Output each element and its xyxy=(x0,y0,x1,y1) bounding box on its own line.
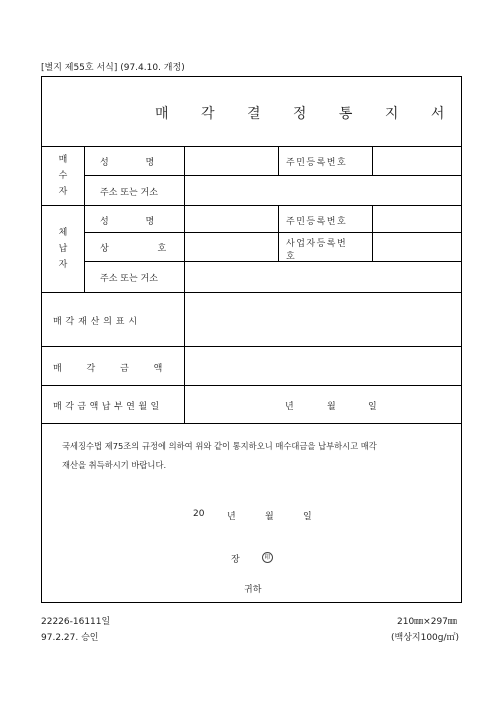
issue-month-label: 월 xyxy=(265,512,274,522)
rule xyxy=(41,423,462,424)
rule xyxy=(41,292,462,293)
rule xyxy=(184,292,185,423)
signer-label: 장 xyxy=(231,555,240,565)
footer-approval: 97.2.27. 승인 xyxy=(41,633,99,643)
rule xyxy=(84,146,85,292)
seal-icon: 印 xyxy=(262,552,273,563)
page-title: 매 각 결 정 통 지 서 xyxy=(155,106,459,122)
due-year-label: 년 xyxy=(285,402,294,412)
buyer-address-label: 주소 또는 거소 xyxy=(100,188,158,198)
issue-year-label: 년 xyxy=(227,512,236,522)
rule xyxy=(184,146,185,175)
rule xyxy=(41,346,462,347)
rule xyxy=(372,146,373,175)
footer-form-code: 22226-16111일 xyxy=(41,617,111,627)
rule xyxy=(84,261,462,262)
due-date-label: 매각금액납부연월일 xyxy=(53,402,163,412)
buyer-section-label: 매 수 자 xyxy=(58,155,68,197)
rule xyxy=(41,205,462,206)
rule xyxy=(278,205,279,261)
rule xyxy=(184,175,185,205)
taxpayer-id-label: 주민등록번호 xyxy=(286,217,348,227)
footer-paper-type: (백상지100g/㎡) xyxy=(391,633,460,643)
rule xyxy=(278,146,279,175)
notice-text-line1: 국세징수법 제75조의 규정에 의하여 위와 같이 통지하오니 매수대금을 납부하시고 매각 xyxy=(62,441,377,451)
taxpayer-name-label: 성 명 xyxy=(100,217,155,227)
notice-text-line2: 재산을 취득하시기 바랍니다. xyxy=(62,460,167,470)
rule xyxy=(84,232,462,233)
rule xyxy=(41,146,462,147)
rule xyxy=(372,205,373,261)
rule xyxy=(184,205,185,292)
taxpayer-trade-label: 상 호 xyxy=(100,244,167,254)
property-label: 매 각 재 산 의 표 시 xyxy=(53,317,138,327)
issue-year-prefix: 20 xyxy=(193,509,205,519)
buyer-name-label: 성 명 xyxy=(100,158,155,168)
rule xyxy=(41,385,462,386)
amount-label: 매 각 금 액 xyxy=(53,364,163,374)
recipient-label: 귀하 xyxy=(244,585,262,595)
form-reference: [별지 제55호 서식] (97.4.10. 개정) xyxy=(41,63,185,73)
rule xyxy=(84,175,462,176)
issue-day-label: 일 xyxy=(303,512,312,522)
due-day-label: 일 xyxy=(368,402,377,412)
due-month-label: 월 xyxy=(327,402,336,412)
taxpayer-bizno-label: 사업자등록번 xyxy=(286,239,348,249)
buyer-id-label: 주민등록번호 xyxy=(286,158,348,168)
footer-paper-size: 210㎜×297㎜ xyxy=(397,617,457,627)
taxpayer-section-label: 체 납 자 xyxy=(58,228,68,270)
taxpayer-address-label: 주소 또는 거소 xyxy=(100,274,158,284)
taxpayer-bizno-label-cont: 호 xyxy=(286,252,295,262)
